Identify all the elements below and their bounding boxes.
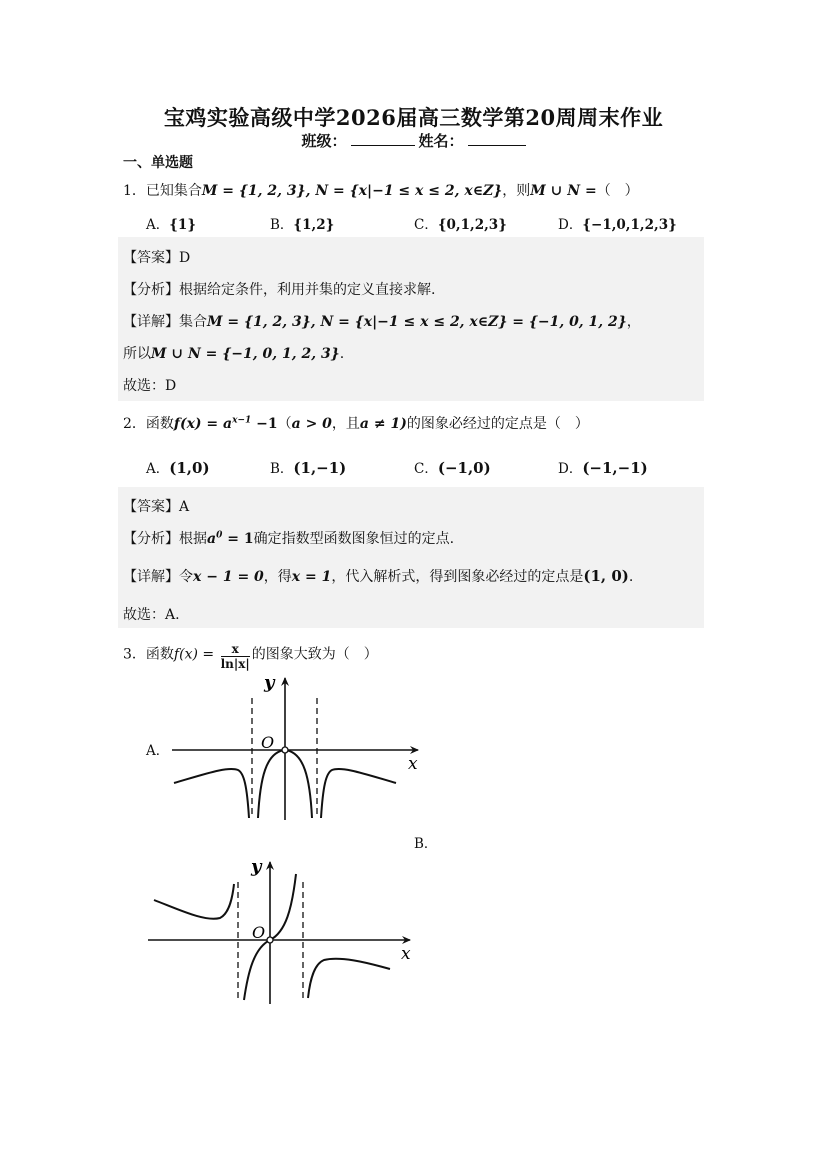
option-value: {−1,0,1,2,3} xyxy=(582,217,677,233)
name-blank[interactable] xyxy=(468,133,526,146)
origin-label: O xyxy=(252,923,266,942)
option-label: A． xyxy=(146,461,170,477)
q3-option-a-label[interactable]: A． xyxy=(146,743,170,759)
q2-cond1: a > 0 xyxy=(291,416,332,432)
option-value: {0,1,2,3} xyxy=(437,217,507,233)
class-name-line xyxy=(0,130,827,151)
page-title: 宝鸡实验高级中学2026届高三数学第20周周末作业 xyxy=(163,105,664,130)
q2-tail: −1 xyxy=(251,416,278,432)
curve-left xyxy=(154,884,234,919)
q2-stem-b: （ xyxy=(277,416,292,432)
option-label: A． xyxy=(146,217,170,233)
q1-option-c[interactable] xyxy=(414,213,507,233)
q1-detail-a: 【详解】集合 xyxy=(123,314,207,330)
y-axis-label: y xyxy=(251,856,262,877)
q3-graph-a[interactable] xyxy=(160,668,430,828)
q2-stem-a: 函数 xyxy=(145,416,174,432)
q2-analysis-math: = 1 xyxy=(222,531,254,547)
y-axis-label: y xyxy=(264,672,275,693)
q1-stem xyxy=(123,180,639,200)
q2-number: 2． xyxy=(123,416,146,432)
x-axis-label: x xyxy=(401,944,411,964)
q3-option-b-label[interactable]: B． xyxy=(414,836,438,852)
option-value: (1,0) xyxy=(169,459,210,477)
curve-right xyxy=(308,959,390,998)
q1-option-a[interactable] xyxy=(146,213,196,233)
name-label: 姓名： xyxy=(418,132,464,150)
q2-option-c[interactable] xyxy=(414,457,491,477)
class-label: 班级： xyxy=(301,132,347,150)
q1-choice: 故选：D xyxy=(123,378,177,394)
q2-analysis-a: 【分析】根据 xyxy=(123,531,207,547)
q2-exp: x−1 xyxy=(232,415,252,426)
section-title: 一、单选题 xyxy=(123,155,193,171)
q2-option-a[interactable] xyxy=(146,457,210,477)
q2-detail-m3: (1, 0) xyxy=(583,567,629,585)
q2-fx: f(x) = a xyxy=(173,416,233,432)
q2-detail-b: ，得 xyxy=(263,569,292,585)
option-value: (−1,−1) xyxy=(582,459,648,477)
option-value: (1,−1) xyxy=(293,459,347,477)
q1-analysis: 【分析】根据给定条件，利用并集的定义直接求解. xyxy=(123,282,436,298)
q1-option-b[interactable] xyxy=(270,213,334,233)
q3-fx: f(x) = xyxy=(173,646,215,663)
q2-analysis xyxy=(123,528,454,548)
q2-analysis-base: a xyxy=(207,531,217,547)
origin-label: O xyxy=(261,733,275,752)
x-axis-label: x xyxy=(408,754,418,774)
q1-stem-math2: M ∪ N = xyxy=(530,183,597,199)
origin-hole xyxy=(267,937,273,943)
curve-right xyxy=(321,769,396,818)
class-blank[interactable] xyxy=(351,133,415,146)
q1-option-d[interactable] xyxy=(558,213,677,233)
q2-analysis-exp: 0 xyxy=(216,530,223,541)
q2-detail-d: . xyxy=(628,569,634,585)
q1-stem-text-a: 已知集合 xyxy=(145,183,202,199)
q1-detail2 xyxy=(123,343,344,363)
q2-detail xyxy=(123,566,633,586)
curve-left xyxy=(174,769,249,818)
q2-stem xyxy=(123,413,589,433)
option-label: D． xyxy=(558,217,583,233)
option-value: {1} xyxy=(169,217,197,233)
q3-fraction xyxy=(221,642,250,671)
option-value: (−1,0) xyxy=(437,459,491,477)
q1-detail2-b: . xyxy=(339,346,345,362)
q2-answer-box xyxy=(118,487,704,628)
q2-option-d[interactable] xyxy=(558,457,648,477)
q2-option-b[interactable] xyxy=(270,457,346,477)
q2-detail-m2: x = 1 xyxy=(291,569,332,585)
q1-answer: 【答案】D xyxy=(123,250,191,266)
q2-detail-c: ，代入解析式，得到图象必经过的定点是 xyxy=(331,569,584,585)
option-label: B． xyxy=(270,217,294,233)
option-label: C． xyxy=(414,461,438,477)
q2-stem-d: 的图象必经过的定点是（ ） xyxy=(406,416,589,432)
q3-stem-a: 函数 xyxy=(145,646,174,663)
q2-choice: 故选：A. xyxy=(123,607,180,623)
q2-detail-a: 【详解】令 xyxy=(123,569,193,585)
q1-detail2-math: M ∪ N = {−1, 0, 1, 2, 3} xyxy=(151,346,340,362)
q3-graph-b[interactable] xyxy=(140,852,420,1012)
q2-analysis-b: 确定指数型函数图象恒过的定点. xyxy=(253,531,455,547)
q3-stem xyxy=(123,640,378,669)
option-label: D． xyxy=(558,461,583,477)
q1-detail-math: M = {1, 2, 3}, N = {x|−1 ≤ x ≤ 2, x∈Z} = {−1, 0, 1, 2} xyxy=(207,314,627,330)
q2-detail-m1: x − 1 = 0 xyxy=(193,569,264,585)
q1-number: 1． xyxy=(123,183,146,199)
q1-detail-b: ， xyxy=(626,314,641,330)
q3-stem-b: 的图象大致为（ ） xyxy=(251,646,378,663)
q2-cond2: a ≠ 1) xyxy=(359,416,407,432)
q1-stem-math: M = {1, 2, 3}, N = {x|−1 ≤ x ≤ 2, x∈Z} xyxy=(201,183,503,199)
q1-detail xyxy=(123,311,641,331)
option-label: C． xyxy=(414,217,438,233)
q3-frac-den: ln|x| xyxy=(220,657,250,671)
option-value: {1,2} xyxy=(293,217,335,233)
origin-hole xyxy=(282,747,288,753)
q1-stem-text-b: ，则 xyxy=(502,183,531,199)
q2-stem-c: ，且 xyxy=(331,416,360,432)
option-label: B． xyxy=(270,461,294,477)
q1-stem-text-c: （ ） xyxy=(596,183,639,199)
q3-frac-num: x xyxy=(221,642,250,657)
q3-number: 3． xyxy=(123,646,146,663)
q2-answer: 【答案】A xyxy=(123,499,190,515)
q1-detail2-a: 所以 xyxy=(123,346,151,362)
